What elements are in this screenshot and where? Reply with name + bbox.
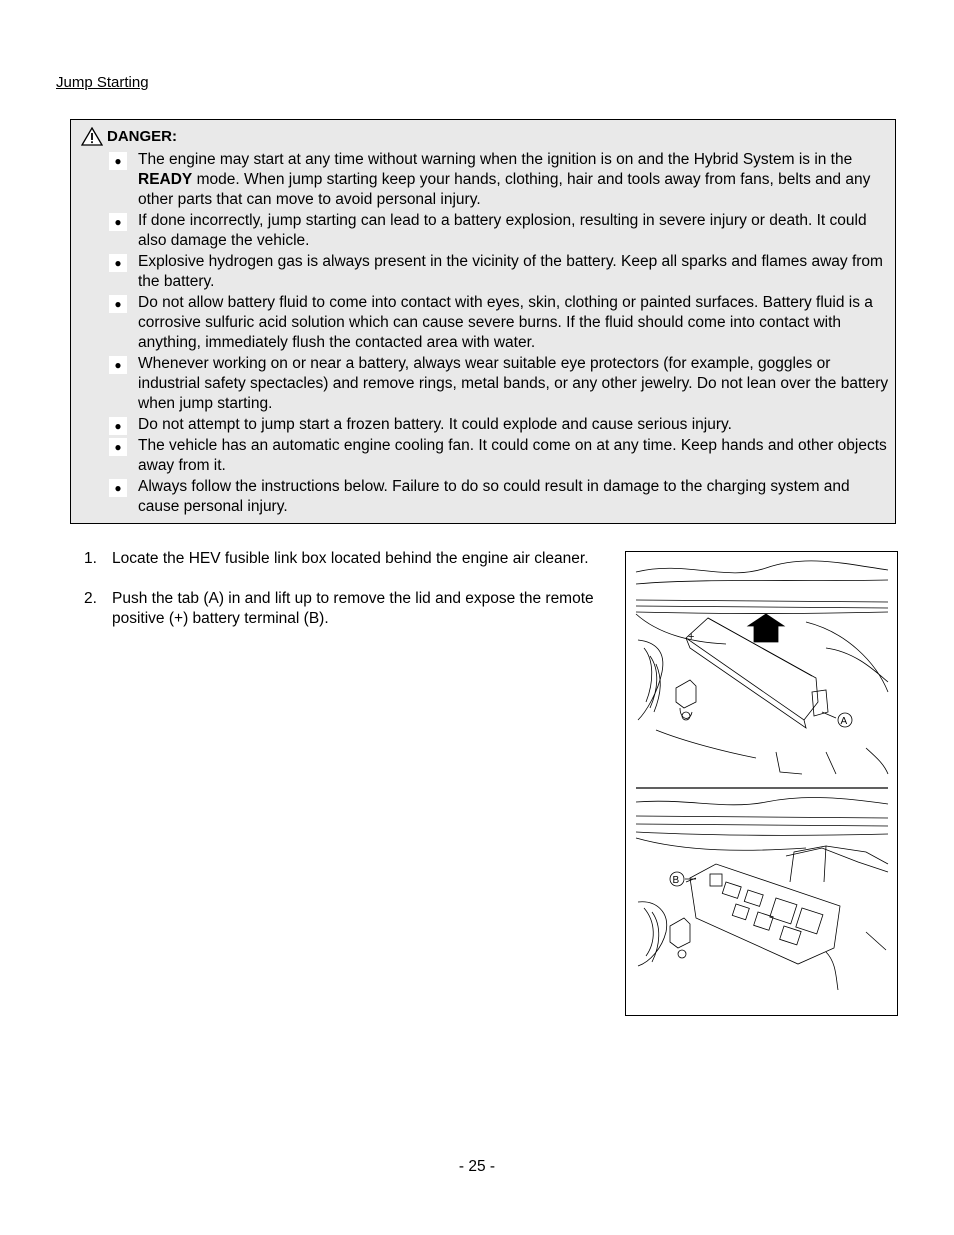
figure-label-a: A <box>840 716 848 727</box>
danger-item-text: The vehicle has an automatic engine cooling fan. It could come on at any time. Keep hands and other objects away from it. <box>138 437 887 474</box>
danger-label: DANGER: <box>107 128 177 145</box>
danger-item-bold: READY <box>138 171 193 188</box>
figure-plus-sign: + <box>688 631 695 643</box>
bullet-icon: ● <box>109 295 127 313</box>
step-text: Push the tab (A) in and lift up to remove the lid and expose the remote positive (+) battery terminal (B). <box>112 590 594 627</box>
danger-list-item <box>109 211 889 251</box>
danger-item-text: Whenever working on or near a battery, always wear suitable eye protectors (for example, goggles or industrial safety spectacles) and remove rings, metal bands, or any other jewelry. Do not lean over the battery when jump starting. <box>138 355 889 412</box>
danger-item-text: If done incorrectly, jump starting can lead to a battery explosion, resulting in severe injury or death. It could also damage the vehicle. <box>138 212 867 249</box>
step-number: 1. <box>84 550 97 567</box>
figure-label-b: B <box>672 875 680 886</box>
step-item <box>84 589 604 629</box>
engine-bay-illustration <box>626 552 897 1015</box>
danger-list-item <box>109 415 889 435</box>
bullet-icon: ● <box>109 356 127 374</box>
danger-item-text: Always follow the instructions below. Failure to do so could result in damage to the charging system and cause personal injury. <box>138 478 850 515</box>
danger-list-item <box>109 477 889 517</box>
bullet-icon: ● <box>109 417 127 435</box>
danger-item-text: The engine may start at any time without warning when the ignition is on and the Hybrid System is in the <box>138 151 853 168</box>
danger-list-item <box>109 354 889 414</box>
bullet-icon: ● <box>109 213 127 231</box>
step-number: 2. <box>84 590 97 607</box>
danger-list-item <box>109 150 889 210</box>
step-text: Locate the HEV fusible link box located behind the engine air cleaner. <box>112 550 589 567</box>
danger-item-text: Do not allow battery fluid to come into contact with eyes, skin, clothing or painted surfaces. Battery fluid is a corrosive sulfuric acid solution which can cause severe burns. If the fluid should come into contact with anything, immediately flush the contacted area with water. <box>138 294 873 351</box>
danger-list-item <box>109 252 889 292</box>
section-title: Jump Starting <box>56 74 149 91</box>
step-item <box>84 549 604 569</box>
bullet-icon: ● <box>109 254 127 272</box>
danger-box <box>70 119 896 524</box>
danger-list-item <box>109 293 889 353</box>
bullet-icon: ● <box>109 438 127 456</box>
danger-header <box>81 127 177 146</box>
bullet-icon: ● <box>109 152 127 170</box>
page-number: - 25 - <box>458 1158 496 1175</box>
steps-list <box>84 549 604 649</box>
bullet-icon: ● <box>109 479 127 497</box>
danger-item-text-after: mode. When jump starting keep your hands, clothing, hair and tools away from fans, belts and any other parts that can move to avoid personal injury. <box>138 171 871 208</box>
danger-list-item <box>109 436 889 476</box>
danger-item-text: Do not attempt to jump start a frozen battery. It could explode and cause serious injury. <box>138 416 732 433</box>
warning-triangle-icon <box>81 127 103 146</box>
danger-item-text: Explosive hydrogen gas is always present in the vicinity of the battery. Keep all sparks and flames away from the battery. <box>138 253 883 290</box>
figure-box <box>625 551 898 1016</box>
danger-list <box>109 150 889 518</box>
